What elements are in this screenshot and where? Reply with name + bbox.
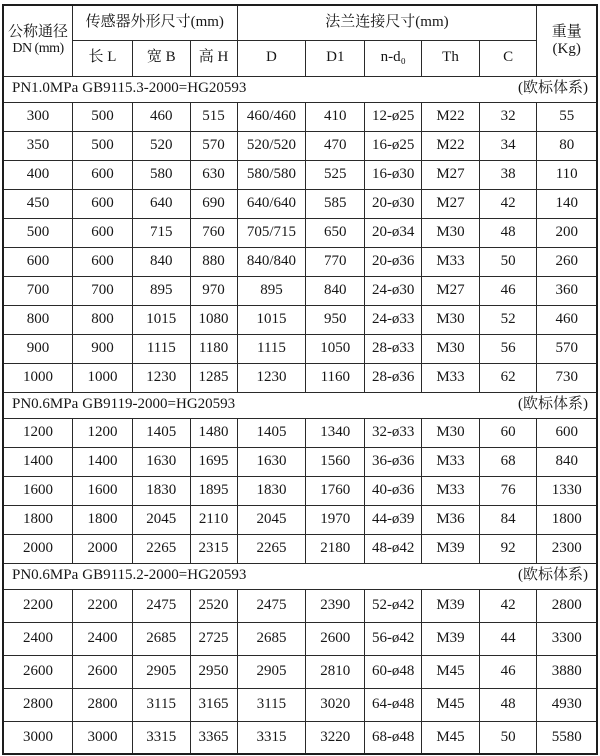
cell-c: 42 [479, 589, 537, 622]
cell-thread-th: M45 [422, 688, 480, 721]
cell-height-h: 2315 [190, 534, 237, 563]
cell-flange-d1: 2180 [306, 534, 365, 563]
cell-c: 92 [479, 534, 537, 563]
cell-length-l: 500 [72, 102, 132, 131]
cell-weight: 600 [537, 418, 597, 447]
cell-flange-d: 460/460 [237, 102, 306, 131]
cell-flange-d1: 1050 [306, 334, 365, 363]
cell-flange-d: 640/640 [237, 189, 306, 218]
table-row [3, 418, 597, 447]
col-header-d1: D1 [306, 40, 365, 76]
section-header-row [3, 392, 597, 418]
section-header-cell [3, 392, 597, 418]
section-standard: GB9115.2-2000=HG20593 [82, 567, 247, 584]
cell-length-l: 3000 [72, 721, 132, 754]
cell-thread-th: M33 [422, 363, 480, 392]
weight-title: 重量 [551, 23, 582, 40]
section-note: (欧标体系) [518, 80, 588, 97]
cell-thread-th: M22 [422, 102, 480, 131]
cell-height-h: 760 [190, 218, 237, 247]
cell-length-l: 2600 [72, 655, 132, 688]
cell-c: 50 [479, 721, 537, 754]
cell-bolt-holes: 32-ø33 [365, 418, 422, 447]
cell-flange-d: 1015 [237, 305, 306, 334]
table-row [3, 589, 597, 622]
cell-flange-d1: 770 [306, 247, 365, 276]
cell-weight: 360 [537, 276, 597, 305]
cell-dn: 2000 [3, 534, 72, 563]
cell-flange-d: 3115 [237, 688, 306, 721]
cell-flange-d1: 585 [306, 189, 365, 218]
cell-flange-d1: 2600 [306, 622, 365, 655]
cell-thread-th: M30 [422, 218, 480, 247]
cell-flange-d1: 525 [306, 160, 365, 189]
cell-flange-d1: 1760 [306, 476, 365, 505]
cell-dn: 2600 [3, 655, 72, 688]
col-header-length-l: 长 L [72, 40, 132, 76]
cell-c: 48 [479, 688, 537, 721]
cell-bolt-holes: 68-ø48 [365, 721, 422, 754]
cell-weight: 4930 [537, 688, 597, 721]
cell-width-b: 2905 [132, 655, 190, 688]
section-header-cell [3, 76, 597, 102]
cell-flange-d: 2905 [237, 655, 306, 688]
cell-height-h: 2110 [190, 505, 237, 534]
cell-length-l: 1600 [72, 476, 132, 505]
cell-dn: 2400 [3, 622, 72, 655]
cell-c: 68 [479, 447, 537, 476]
cell-c: 50 [479, 247, 537, 276]
cell-bolt-holes: 28-ø33 [365, 334, 422, 363]
section-standard: GB9115.3-2000=HG20593 [82, 80, 247, 97]
cell-height-h: 690 [190, 189, 237, 218]
cell-length-l: 1000 [72, 363, 132, 392]
cell-bolt-holes: 12-ø25 [365, 102, 422, 131]
cell-bolt-holes: 16-ø30 [365, 160, 422, 189]
col-header-d: D [237, 40, 306, 76]
cell-length-l: 1400 [72, 447, 132, 476]
cell-flange-d: 2475 [237, 589, 306, 622]
cell-width-b: 520 [132, 131, 190, 160]
table-row [3, 305, 597, 334]
table-row [3, 363, 597, 392]
cell-thread-th: M22 [422, 131, 480, 160]
cell-height-h: 3165 [190, 688, 237, 721]
cell-bolt-holes: 24-ø30 [365, 276, 422, 305]
col-header-c: C [479, 40, 537, 76]
cell-thread-th: M36 [422, 505, 480, 534]
col-header-height-h: 高 H [190, 40, 237, 76]
table-body [3, 76, 597, 754]
table-row [3, 247, 597, 276]
cell-flange-d: 1230 [237, 363, 306, 392]
cell-length-l: 2800 [72, 688, 132, 721]
table-row [3, 189, 597, 218]
cell-width-b: 2045 [132, 505, 190, 534]
cell-length-l: 600 [72, 189, 132, 218]
cell-flange-d1: 650 [306, 218, 365, 247]
cell-height-h: 1480 [190, 418, 237, 447]
cell-width-b: 1015 [132, 305, 190, 334]
header-row-groups [3, 5, 597, 40]
cell-dn: 600 [3, 247, 72, 276]
cell-flange-d1: 840 [306, 276, 365, 305]
cell-flange-d: 580/580 [237, 160, 306, 189]
cell-weight: 110 [537, 160, 597, 189]
cell-height-h: 630 [190, 160, 237, 189]
table-row [3, 218, 597, 247]
col-group-flange-dimensions: 法兰连接尺寸(mm) [237, 5, 537, 40]
cell-dn: 450 [3, 189, 72, 218]
cell-dn: 700 [3, 276, 72, 305]
cell-bolt-holes: 56-ø42 [365, 622, 422, 655]
cell-flange-d1: 410 [306, 102, 365, 131]
table-row [3, 160, 597, 189]
col-group-sensor-dimensions: 传感器外形尺寸(mm) [72, 5, 237, 40]
cell-bolt-holes: 20-ø36 [365, 247, 422, 276]
col-header-bolt-holes: n-d₀ [365, 40, 422, 76]
cell-dn: 350 [3, 131, 72, 160]
cell-dn: 1200 [3, 418, 72, 447]
cell-bolt-holes: 64-ø48 [365, 688, 422, 721]
cell-height-h: 1895 [190, 476, 237, 505]
cell-c: 76 [479, 476, 537, 505]
section-note: (欧标体系) [518, 396, 588, 413]
cell-thread-th: M27 [422, 189, 480, 218]
cell-bolt-holes: 28-ø36 [365, 363, 422, 392]
cell-weight: 200 [537, 218, 597, 247]
cell-c: 44 [479, 622, 537, 655]
cell-flange-d1: 470 [306, 131, 365, 160]
cell-weight: 3880 [537, 655, 597, 688]
cell-c: 32 [479, 102, 537, 131]
col-header-weight [537, 5, 597, 76]
cell-thread-th: M33 [422, 476, 480, 505]
cell-flange-d: 520/520 [237, 131, 306, 160]
cell-width-b: 2685 [132, 622, 190, 655]
cell-c: 52 [479, 305, 537, 334]
cell-flange-d: 1405 [237, 418, 306, 447]
cell-c: 60 [479, 418, 537, 447]
cell-weight: 5580 [537, 721, 597, 754]
cell-width-b: 715 [132, 218, 190, 247]
cell-length-l: 500 [72, 131, 132, 160]
cell-bolt-holes: 52-ø42 [365, 589, 422, 622]
cell-thread-th: M39 [422, 589, 480, 622]
cell-flange-d: 895 [237, 276, 306, 305]
cell-bolt-holes: 60-ø48 [365, 655, 422, 688]
cell-width-b: 460 [132, 102, 190, 131]
cell-dn: 1400 [3, 447, 72, 476]
section-header-row [3, 76, 597, 102]
table-row [3, 334, 597, 363]
table-row [3, 447, 597, 476]
cell-bolt-holes: 40-ø36 [365, 476, 422, 505]
cell-dn: 800 [3, 305, 72, 334]
cell-height-h: 1080 [190, 305, 237, 334]
table-row [3, 276, 597, 305]
cell-flange-d1: 2390 [306, 589, 365, 622]
cell-width-b: 1115 [132, 334, 190, 363]
cell-dn: 500 [3, 218, 72, 247]
cell-c: 84 [479, 505, 537, 534]
cell-flange-d: 2685 [237, 622, 306, 655]
cell-width-b: 2265 [132, 534, 190, 563]
cell-thread-th: M45 [422, 721, 480, 754]
cell-bolt-holes: 44-ø39 [365, 505, 422, 534]
section-pressure: PN0.6MPa [12, 567, 79, 584]
cell-dn: 1000 [3, 363, 72, 392]
cell-width-b: 1830 [132, 476, 190, 505]
cell-thread-th: M39 [422, 534, 480, 563]
cell-length-l: 1200 [72, 418, 132, 447]
cell-weight: 570 [537, 334, 597, 363]
cell-bolt-holes: 20-ø34 [365, 218, 422, 247]
cell-c: 42 [479, 189, 537, 218]
cell-length-l: 700 [72, 276, 132, 305]
cell-height-h: 2520 [190, 589, 237, 622]
cell-flange-d: 840/840 [237, 247, 306, 276]
cell-flange-d1: 1970 [306, 505, 365, 534]
cell-c: 56 [479, 334, 537, 363]
section-header-row [3, 563, 597, 589]
section-pressure: PN0.6MPa [12, 396, 79, 413]
cell-weight: 840 [537, 447, 597, 476]
col-header-dn [3, 5, 72, 76]
cell-weight: 55 [537, 102, 597, 131]
cell-bolt-holes: 24-ø33 [365, 305, 422, 334]
cell-height-h: 970 [190, 276, 237, 305]
cell-flange-d: 1115 [237, 334, 306, 363]
cell-length-l: 2200 [72, 589, 132, 622]
cell-thread-th: M30 [422, 334, 480, 363]
cell-thread-th: M45 [422, 655, 480, 688]
weight-unit: (Kg) [552, 40, 581, 57]
cell-width-b: 1630 [132, 447, 190, 476]
cell-c: 46 [479, 276, 537, 305]
cell-flange-d1: 3020 [306, 688, 365, 721]
cell-flange-d1: 1560 [306, 447, 365, 476]
cell-flange-d1: 950 [306, 305, 365, 334]
cell-height-h: 880 [190, 247, 237, 276]
cell-thread-th: M27 [422, 160, 480, 189]
cell-c: 48 [479, 218, 537, 247]
cell-height-h: 515 [190, 102, 237, 131]
cell-dn: 3000 [3, 721, 72, 754]
cell-dn: 900 [3, 334, 72, 363]
dn-title: 公称通径 [7, 24, 68, 41]
cell-weight: 1800 [537, 505, 597, 534]
cell-length-l: 600 [72, 218, 132, 247]
cell-weight: 2800 [537, 589, 597, 622]
table-row [3, 131, 597, 160]
table-row [3, 622, 597, 655]
cell-c: 34 [479, 131, 537, 160]
cell-weight: 1330 [537, 476, 597, 505]
table-row [3, 721, 597, 754]
table-row [3, 505, 597, 534]
cell-length-l: 600 [72, 160, 132, 189]
cell-height-h: 2725 [190, 622, 237, 655]
table-row [3, 102, 597, 131]
cell-flange-d: 3315 [237, 721, 306, 754]
cell-weight: 2300 [537, 534, 597, 563]
cell-height-h: 3365 [190, 721, 237, 754]
cell-dn: 1600 [3, 476, 72, 505]
table-header [3, 5, 597, 76]
cell-width-b: 3315 [132, 721, 190, 754]
cell-thread-th: M33 [422, 447, 480, 476]
cell-width-b: 580 [132, 160, 190, 189]
table-row [3, 688, 597, 721]
cell-dn: 1800 [3, 505, 72, 534]
cell-thread-th: M33 [422, 247, 480, 276]
cell-flange-d: 1630 [237, 447, 306, 476]
table-row [3, 476, 597, 505]
cell-bolt-holes: 36-ø36 [365, 447, 422, 476]
cell-width-b: 1405 [132, 418, 190, 447]
cell-dn: 400 [3, 160, 72, 189]
cell-thread-th: M30 [422, 418, 480, 447]
cell-dn: 300 [3, 102, 72, 131]
cell-flange-d: 705/715 [237, 218, 306, 247]
cell-width-b: 2475 [132, 589, 190, 622]
cell-weight: 140 [537, 189, 597, 218]
cell-length-l: 900 [72, 334, 132, 363]
cell-flange-d1: 3220 [306, 721, 365, 754]
cell-c: 38 [479, 160, 537, 189]
cell-weight: 460 [537, 305, 597, 334]
cell-flange-d1: 2810 [306, 655, 365, 688]
cell-width-b: 1230 [132, 363, 190, 392]
dn-unit: DN (mm) [12, 41, 64, 57]
cell-weight: 730 [537, 363, 597, 392]
cell-height-h: 1695 [190, 447, 237, 476]
cell-flange-d: 2265 [237, 534, 306, 563]
cell-bolt-holes: 48-ø42 [365, 534, 422, 563]
cell-flange-d1: 1160 [306, 363, 365, 392]
cell-thread-th: M27 [422, 276, 480, 305]
cell-width-b: 895 [132, 276, 190, 305]
cell-weight: 3300 [537, 622, 597, 655]
table-row [3, 534, 597, 563]
cell-length-l: 800 [72, 305, 132, 334]
cell-dn: 2200 [3, 589, 72, 622]
col-header-width-b: 宽 B [132, 40, 190, 76]
cell-thread-th: M39 [422, 622, 480, 655]
col-header-th: Th [422, 40, 480, 76]
cell-bolt-holes: 16-ø25 [365, 131, 422, 160]
cell-height-h: 570 [190, 131, 237, 160]
cell-height-h: 1285 [190, 363, 237, 392]
section-note: (欧标体系) [518, 567, 588, 584]
cell-flange-d1: 1340 [306, 418, 365, 447]
section-pressure: PN1.0MPa [12, 80, 79, 97]
flange-dimension-table [2, 4, 598, 755]
cell-length-l: 600 [72, 247, 132, 276]
cell-length-l: 1800 [72, 505, 132, 534]
cell-bolt-holes: 20-ø30 [365, 189, 422, 218]
cell-height-h: 1180 [190, 334, 237, 363]
cell-c: 46 [479, 655, 537, 688]
cell-flange-d: 1830 [237, 476, 306, 505]
cell-weight: 260 [537, 247, 597, 276]
cell-weight: 80 [537, 131, 597, 160]
cell-width-b: 840 [132, 247, 190, 276]
section-standard: GB9119-2000=HG20593 [82, 396, 236, 413]
cell-flange-d: 2045 [237, 505, 306, 534]
cell-width-b: 3115 [132, 688, 190, 721]
cell-height-h: 2950 [190, 655, 237, 688]
cell-thread-th: M30 [422, 305, 480, 334]
table-row [3, 655, 597, 688]
cell-length-l: 2400 [72, 622, 132, 655]
cell-dn: 2800 [3, 688, 72, 721]
cell-width-b: 640 [132, 189, 190, 218]
cell-c: 62 [479, 363, 537, 392]
cell-length-l: 2000 [72, 534, 132, 563]
header-row-subcolumns [3, 40, 597, 76]
section-header-cell [3, 563, 597, 589]
